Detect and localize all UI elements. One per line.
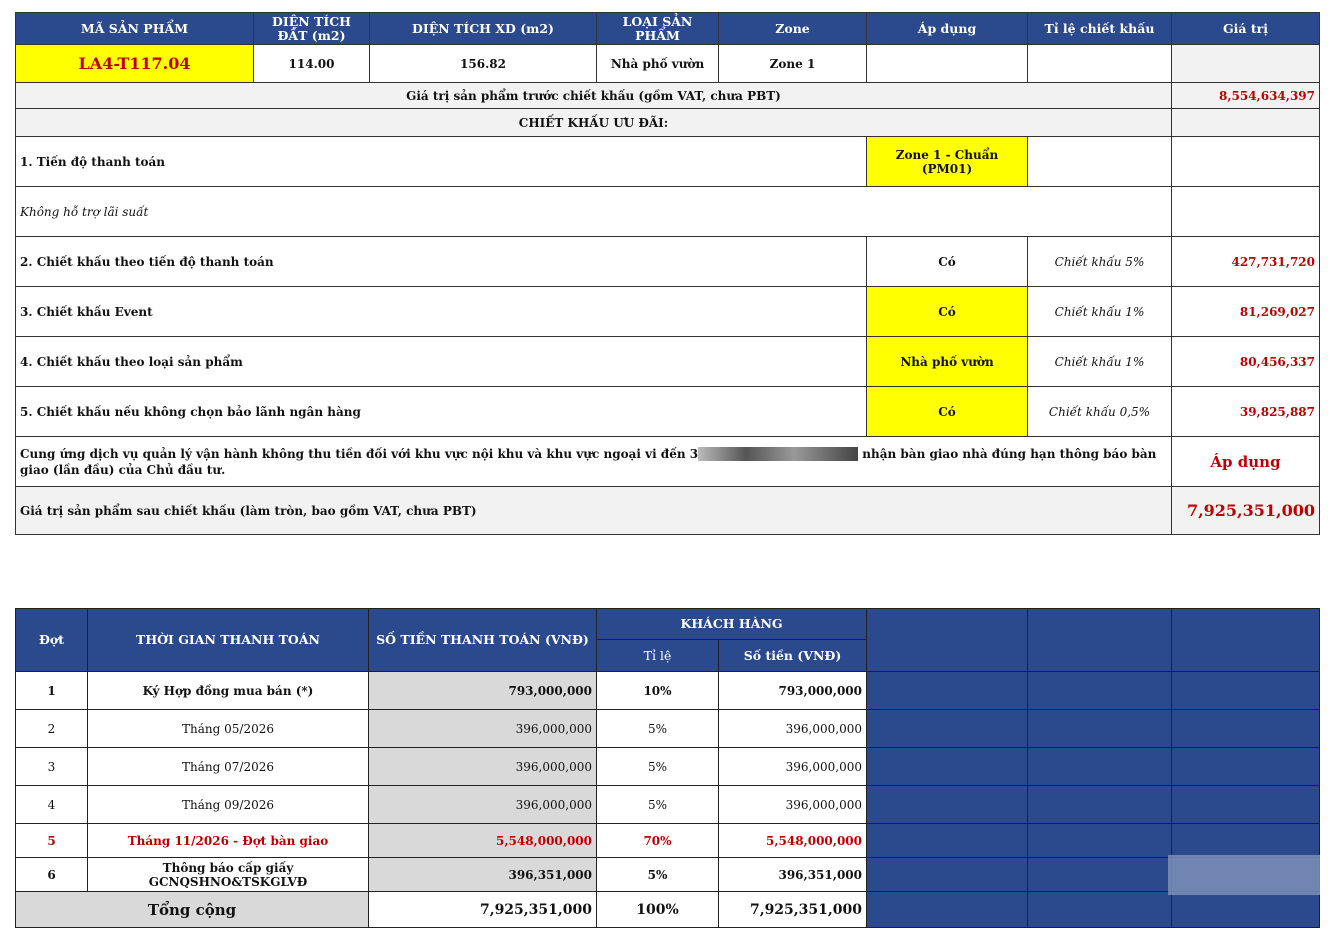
- blank-cell: [867, 786, 1028, 824]
- apply-empty: [867, 45, 1028, 83]
- product-code: LA4-T117.04: [16, 45, 254, 83]
- header-product-type: LOẠI SẢN PHẨM: [597, 13, 719, 45]
- row-phase: 3: [16, 748, 88, 786]
- row-money: 793,000,000: [719, 672, 867, 710]
- header-product-code: MÃ SẢN PHẨM: [16, 13, 254, 45]
- blank-cell: [867, 672, 1028, 710]
- discount-value: 81,269,027: [1172, 287, 1320, 337]
- build-area: 156.82: [370, 45, 597, 83]
- service-apply: Áp dụng: [1172, 437, 1320, 487]
- header-amount: SỐ TIỀN THANH TOÁN (VNĐ): [369, 609, 597, 672]
- row-amount: 5,548,000,000: [369, 824, 597, 858]
- service-note-after: nhận bàn giao nhà đúng hạn thông báo bàn giao (lần đầu) của Chủ đầu tư.: [20, 446, 1157, 477]
- row-rate: 5%: [597, 748, 719, 786]
- header-apply: Áp dụng: [867, 13, 1028, 45]
- total-rate: 100%: [597, 892, 719, 928]
- row-amount: 396,351,000: [369, 858, 597, 892]
- payment-schedule-label: 1. Tiến độ thanh toán: [16, 137, 867, 187]
- discount-label: 5. Chiết khấu nếu không chọn bảo lãnh ngân hàng: [16, 387, 867, 437]
- discount-apply: Có: [867, 387, 1028, 437]
- blank-cell: [1028, 892, 1172, 928]
- land-area: 114.00: [254, 45, 370, 83]
- blank-header: [867, 609, 1028, 672]
- header-money: Số tiền (VNĐ): [719, 640, 867, 672]
- price-before-label: Giá trị sản phẩm trước chiết khấu (gồm VAT, chưa PBT): [16, 83, 1172, 109]
- table-row: [16, 786, 1320, 824]
- total-amount: 7,925,351,000: [369, 892, 597, 928]
- row-money: 396,000,000: [719, 710, 867, 748]
- row-time: Tháng 11/2026 - Đợt bàn giao: [88, 824, 369, 858]
- row-rate: 70%: [597, 824, 719, 858]
- row-amount: 396,000,000: [369, 710, 597, 748]
- row-money: 396,351,000: [719, 858, 867, 892]
- blank-cell: [1172, 710, 1320, 748]
- row-rate: 5%: [597, 710, 719, 748]
- header-rate: Tỉ lệ: [597, 640, 719, 672]
- blank-cell: [867, 858, 1028, 892]
- blank-cell: [1172, 786, 1320, 824]
- header-zone: Zone: [719, 13, 867, 45]
- blank-cell: [1028, 786, 1172, 824]
- row-rate: 5%: [597, 786, 719, 824]
- payment-schedule-value: [1172, 137, 1320, 187]
- blank-cell: [867, 824, 1028, 858]
- header-time: THỜI GIAN THANH TOÁN: [88, 609, 369, 672]
- row-phase: 2: [16, 710, 88, 748]
- payment-schedule-rate: [1028, 137, 1172, 187]
- discount-rate: Chiết khấu 1%: [1028, 287, 1172, 337]
- discount-label: 4. Chiết khấu theo loại sản phẩm: [16, 337, 867, 387]
- discount-apply: Nhà phố vườn: [867, 337, 1028, 387]
- blank-cell: [1028, 824, 1172, 858]
- discount-rate: Chiết khấu 0,5%: [1028, 387, 1172, 437]
- header-land-area: DIỆN TÍCH ĐẤT (m2): [254, 13, 370, 45]
- row-phase: 5: [16, 824, 88, 858]
- row-amount: 396,000,000: [369, 786, 597, 824]
- header-build-area: DIỆN TÍCH XD (m2): [370, 13, 597, 45]
- discount-title-value: [1172, 109, 1320, 137]
- table-row: [16, 672, 1320, 710]
- row-rate: 5%: [597, 858, 719, 892]
- table-total-row: [16, 892, 1320, 928]
- row-time: Ký Hợp đồng mua bán (*): [88, 672, 369, 710]
- blank-cell: [1028, 748, 1172, 786]
- blank-cell: [867, 748, 1028, 786]
- header-value: Giá trị: [1172, 13, 1320, 45]
- blank-cell: [1172, 672, 1320, 710]
- rate-empty: [1028, 45, 1172, 83]
- blank-header: [1028, 609, 1172, 672]
- row-money: 5,548,000,000: [719, 824, 867, 858]
- header-discount-rate: Tỉ lệ chiết khấu: [1028, 13, 1172, 45]
- blank-cell: [1172, 892, 1320, 928]
- total-label: Tổng cộng: [16, 892, 369, 928]
- payment-schedule-apply: Zone 1 - Chuẩn (PM01): [867, 137, 1028, 187]
- table-row: [16, 710, 1320, 748]
- price-after-label: Giá trị sản phẩm sau chiết khấu (làm tròn, bao gồm VAT, chưa PBT): [16, 487, 1172, 535]
- blank-cell: [867, 710, 1028, 748]
- redacted-block: [698, 447, 858, 461]
- row-money: 396,000,000: [719, 786, 867, 824]
- header-phase: Đợt: [16, 609, 88, 672]
- discount-rate: Chiết khấu 1%: [1028, 337, 1172, 387]
- blurred-region: [1168, 855, 1320, 895]
- value-empty: [1172, 45, 1320, 83]
- total-money: 7,925,351,000: [719, 892, 867, 928]
- discount-value: 39,825,887: [1172, 387, 1320, 437]
- blank-header: [1172, 609, 1320, 672]
- blank-cell: [1028, 858, 1172, 892]
- blank-cell: [1028, 710, 1172, 748]
- row-money: 396,000,000: [719, 748, 867, 786]
- no-interest-note: Không hỗ trợ lãi suất: [16, 187, 1172, 237]
- blank-cell: [867, 892, 1028, 928]
- discount-rate: Chiết khấu 5%: [1028, 237, 1172, 287]
- discount-label: 3. Chiết khấu Event: [16, 287, 867, 337]
- no-interest-value: [1172, 187, 1320, 237]
- header-customer: KHÁCH HÀNG: [597, 609, 867, 640]
- discount-value: 80,456,337: [1172, 337, 1320, 387]
- discount-title: CHIẾT KHẤU ƯU ĐÃI:: [16, 109, 1172, 137]
- blank-cell: [1028, 672, 1172, 710]
- service-note: [16, 437, 1172, 487]
- product-zone: Zone 1: [719, 45, 867, 83]
- discount-value: 427,731,720: [1172, 237, 1320, 287]
- row-amount: 793,000,000: [369, 672, 597, 710]
- row-time: Tháng 05/2026: [88, 710, 369, 748]
- table-row: [16, 824, 1320, 858]
- row-rate: 10%: [597, 672, 719, 710]
- discount-apply: Có: [867, 237, 1028, 287]
- row-phase: 4: [16, 786, 88, 824]
- row-time: Tháng 07/2026: [88, 748, 369, 786]
- table-row: [16, 748, 1320, 786]
- price-before-value: 8,554,634,397: [1172, 83, 1320, 109]
- discount-apply: Có: [867, 287, 1028, 337]
- service-note-before: Cung ứng dịch vụ quản lý vận hành không thu tiền đối với khu vực nội khu và khu vực ngoại vi đến 3: [20, 446, 699, 461]
- product-type: Nhà phố vườn: [597, 45, 719, 83]
- row-phase: 6: [16, 858, 88, 892]
- discount-label: 2. Chiết khấu theo tiến độ thanh toán: [16, 237, 867, 287]
- table-row: [16, 858, 1320, 892]
- blank-cell: [1172, 824, 1320, 858]
- product-pricing-table: [15, 12, 1320, 535]
- row-phase: 1: [16, 672, 88, 710]
- row-amount: 396,000,000: [369, 748, 597, 786]
- row-time: Thông báo cấp giấy GCNQSHNO&TSKGLVĐ: [88, 858, 369, 892]
- row-time: Tháng 09/2026: [88, 786, 369, 824]
- blank-cell: [1172, 748, 1320, 786]
- price-after-value: 7,925,351,000: [1172, 487, 1320, 535]
- payment-schedule-table: [15, 608, 1320, 928]
